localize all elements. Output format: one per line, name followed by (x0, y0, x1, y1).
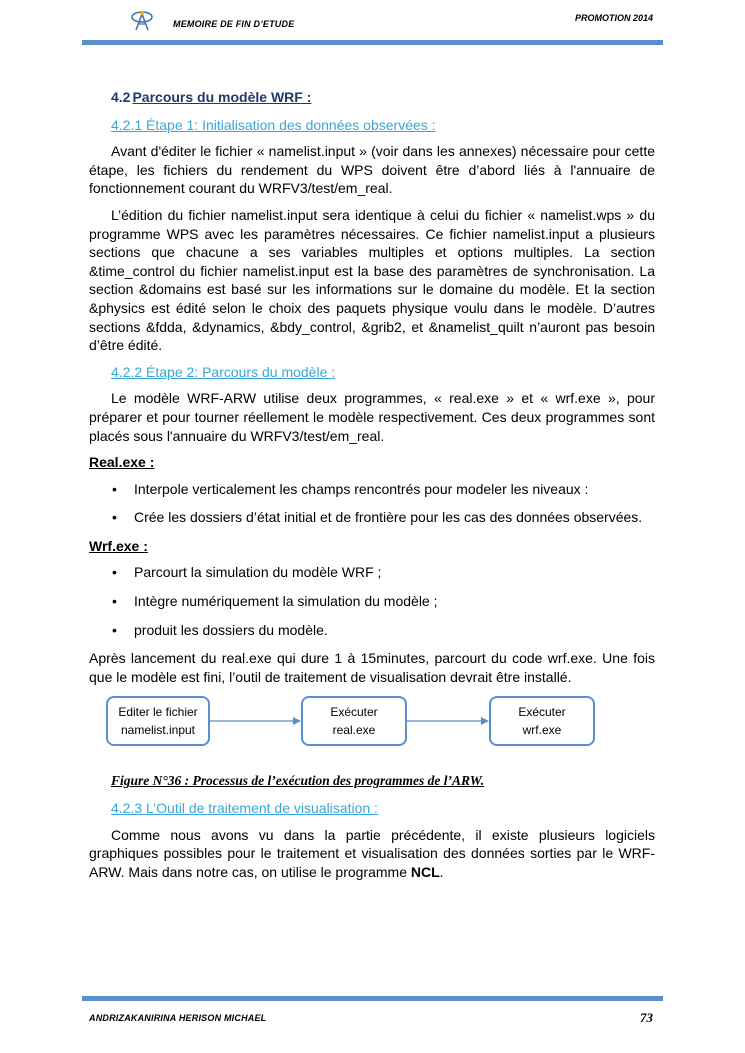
real-exe-list (89, 480, 655, 527)
list-item: • Interpole verticalement les champs rencontrés pour modeler les niveaux : (89, 480, 655, 499)
step3-heading (111, 799, 655, 818)
box-1-line-1: Editer le fichier (118, 705, 198, 720)
box-1-line-2: namelist.input (120, 723, 196, 738)
arrow-2-head (481, 717, 489, 725)
box-run-wrf (489, 696, 595, 746)
step2-paragraph-1: Le modèle WRF-ARW utilise deux programmes, « real.exe » et « wrf.exe », pour préparer et pour tourner réellement le modèle respectivement. Ces deux programmes sont placés sous l'annuaire du WRFV3/test/em_real. (89, 390, 655, 444)
step2-heading-text: 4.2.2 Étape 2: Parcours du modèle : (111, 363, 336, 380)
step2-heading (111, 363, 655, 382)
list-item: • Parcourt la simulation du modèle WRF ; (89, 563, 655, 582)
header-promotion: PROMOTION 2014 (574, 13, 653, 23)
step1-paragraph-1: Avant d'éditer le fichier « namelist.input » (voir dans les annexes) nécessaire pour cette étape, les fichiers du rendement du WPS doivent être d’abord liés à l'annuaire de fonctionnement courant du WRFV3/test/em_real. (89, 143, 655, 197)
list-item: • produit les dossiers du modèle. (89, 621, 655, 640)
step3-text: Comme nous avons vu dans la partie précédente, il existe plusieurs logiciels graphiques possibles pour le traitement et visualisation des données sorties par le WRF-ARW. Mais dans notre cas, on utilise le programme (89, 826, 655, 880)
figure-caption: Figure N°36 : Processus de l’exécution des programmes de l’ARW. (111, 773, 485, 789)
box-run-real (301, 696, 407, 746)
wrf-exe-label: Wrf.exe : (89, 537, 148, 554)
step3-heading-text: 4.2.3 L’Outil de traitement de visualisation : (111, 800, 378, 817)
footer-divider (82, 996, 663, 1001)
ncl-term: NCL (410, 863, 440, 880)
footer-author: ANDRIZAKANIRINA HERISON MICHAEL (89, 1013, 267, 1023)
real-exe-label: Real.exe : (89, 454, 155, 471)
section-number: 4.2 (111, 89, 131, 105)
page-body (89, 88, 655, 889)
box-edit-namelist (106, 696, 210, 746)
list-item: • Intègre numériquement la simulation du modèle ; (89, 592, 655, 611)
step2-paragraph-2: Après lancement du real.exe qui dure 1 à 15minutes, parcourt du code wrf.exe. Une fois que le modèle est fini, l’outil de traitement de visualisation devrait être installé. (89, 650, 655, 685)
step1-heading (111, 116, 655, 135)
box-2-line-2: real.exe (332, 723, 376, 738)
section-heading (111, 88, 655, 107)
page-number: 73 (640, 1010, 653, 1025)
arrow-1-head (293, 717, 301, 725)
process-diagram (89, 696, 655, 766)
box-3-line-1: Exécuter (518, 705, 566, 720)
step1-paragraph-2: L’édition du fichier namelist.input sera identique à celui du fichier « namelist.wps » du programme WPS avec les paramètres nécessaires. Ce fichier namelist.input a plusieurs sections que chacune a ses variables multiples et options multiples. La section &time_control du fichier namelist.input est la base des paramètres de synchronisation. La section &domains est basé sur les informations sur le domaine du modèle. Et la section &physics est édité selon le choix des paquets physique voulu dans le modèle. D’autres sections &fdda, &dynamics, &bdy_control, &grib2, et &namelist_quilt n’auront pas besoin d’être édité. (89, 206, 655, 354)
box-2-line-1: Exécuter (330, 705, 378, 720)
step1-heading-text: 4.2.1 Étape 1: Initialisation des données observées : (111, 116, 436, 133)
wrf-exe-list (89, 563, 655, 639)
header-title: MEMOIRE DE FIN D’ETUDE (173, 19, 295, 29)
section-title: Parcours du modèle WRF : (132, 89, 312, 105)
step3-end: . (439, 863, 444, 880)
step3-paragraph (89, 826, 655, 882)
school-logo (128, 8, 156, 32)
box-3-line-2: wrf.exe (522, 723, 562, 738)
header-divider (82, 40, 663, 45)
list-item: • Crée les dossiers d’état initial et de frontière pour les cas des données observées. (89, 508, 655, 527)
